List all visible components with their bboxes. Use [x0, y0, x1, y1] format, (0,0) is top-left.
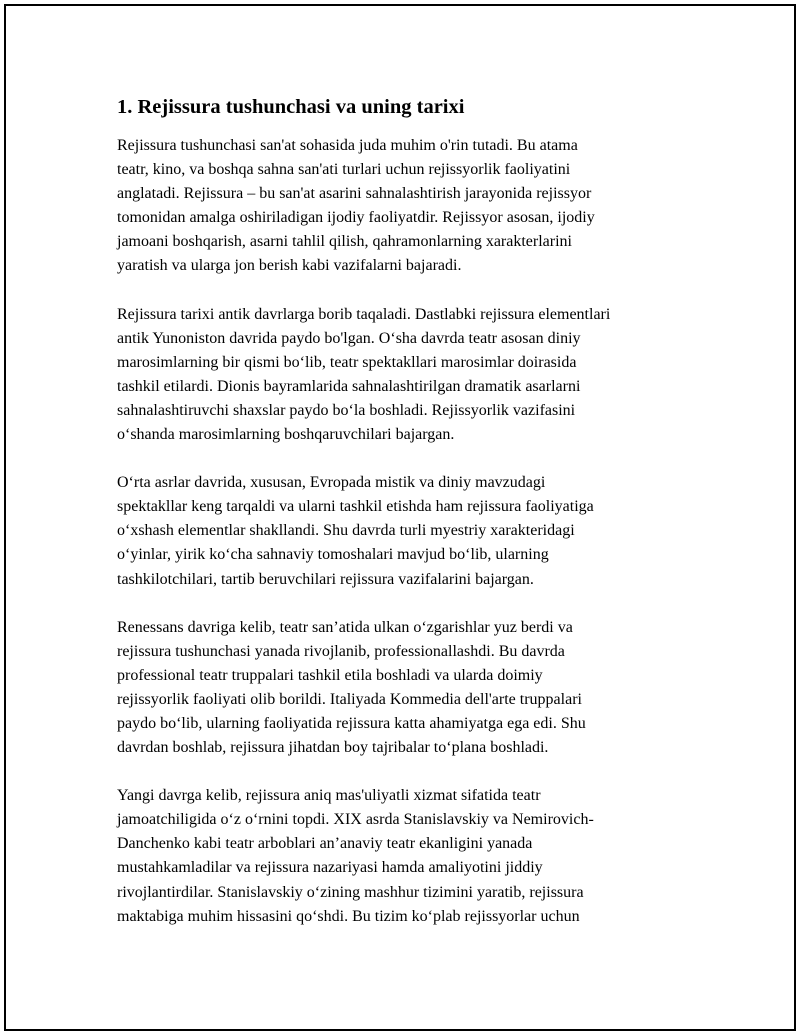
paragraph-4 — [117, 616, 692, 761]
text-line: Rejissura tarixi antik davrlarga borib taqaladi. Dastlabki rejissura elementlari — [117, 305, 611, 323]
text-line: tomonidan amalga oshiriladigan ijodiy faoliyatdir. Rejissyor asosan, ijodiy — [117, 209, 595, 227]
text-line: Yangi davrga kelib, rejissura aniq mas'uliyatli xizmat sifatida teatr — [117, 787, 541, 805]
text-line: Renessans davriga kelib, teatr san’atida ulkan o‘zgarishlar yuz berdi va — [117, 618, 573, 636]
paragraph-1 — [117, 134, 692, 279]
text-line: spektakllar keng tarqaldi va ularni tashkil etishda ham rejissura faoliyatiga — [117, 498, 594, 516]
text-line: mustahkamladilar va rejissura nazariyasi hamda amaliyotini jiddiy — [117, 859, 543, 877]
text-line: antik Yunoniston davrida paydo bo'lgan. O‘sha davrda teatr asosan diniy — [117, 329, 581, 347]
text-line: o‘shanda marosimlarning boshqaruvchilari bajargan. — [117, 426, 455, 444]
paragraph-5 — [117, 784, 692, 929]
text-line: jamoani boshqarish, asarni tahlil qilish, qahramonlarning xarakterlarini — [117, 233, 572, 251]
text-line: rivojlantirdilar. Stanislavskiy o‘zining mashhur tizimini yaratib, rejissura — [117, 883, 584, 901]
text-line: teatr, kino, va boshqa sahna san'ati turlari uchun rejissyorlik faoliyatini — [117, 161, 571, 179]
text-line: o‘xshash elementlar shakllandi. Shu davrda turli myestriy xarakteridagi — [117, 522, 575, 540]
text-line: anglatadi. Rejissura – bu san'at asarini sahnalashtirish jarayonida rejissyor — [117, 185, 592, 203]
text-line: o‘yinlar, yirik ko‘cha sahnaviy tomoshalari mavjud bo‘lib, ularning — [117, 546, 549, 564]
text-line: tashkil etilardi. Dionis bayramlarida sahnalashtirilgan dramatik asarlarni — [117, 377, 581, 395]
text-line: tashkilotchilari, tartib beruvchilari rejissura vazifalarini bajargan. — [117, 570, 534, 588]
paragraph-2 — [117, 303, 692, 448]
text-line: sahnalashtiruvchi shaxslar paydo bo‘la boshladi. Rejissyorlik vazifasini — [117, 401, 576, 419]
text-line: yaratish va ularga jon berish kabi vazifalarni bajaradi. — [117, 257, 462, 275]
text-line: rejissura tushunchasi yanada rivojlanib, professionallashdi. Bu davrda — [117, 642, 565, 660]
text-line: professional teatr truppalari tashkil etila boshladi va ularda doimiy — [117, 666, 543, 684]
text-line: Danchenko kabi teatr arboblari an’anaviy teatr ekanligini yanada — [117, 835, 533, 853]
text-line: rejissyorlik faoliyati olib borildi. Italiyada Kommedia dell'arte truppalari — [117, 690, 582, 708]
document-body — [117, 94, 692, 953]
text-line: marosimlarning bir qismi bo‘lib, teatr spektakllari marosimlar doirasida — [117, 353, 577, 371]
section-heading: 1. Rejissura tushunchasi va uning tarixi — [117, 96, 465, 118]
text-line: O‘rta asrlar davrida, xususan, Evropada mistik va diniy mavzudagi — [117, 474, 546, 492]
text-line: maktabiga muhim hissasini qo‘shdi. Bu tizim ko‘plab rejissyorlar uchun — [117, 907, 580, 925]
text-line: paydo bo‘lib, ularning faoliyatida rejissura katta ahamiyatga ega edi. Shu — [117, 714, 586, 732]
text-line: Rejissura tushunchasi san'at sohasida juda muhim o'rin tutadi. Bu atama — [117, 137, 578, 154]
text-line: jamoatchiligida o‘z o‘rnini topdi. XIX asrda Stanislavskiy va Nemirovich- — [117, 811, 594, 829]
paragraph-3 — [117, 471, 692, 591]
text-line: davrdan boshlab, rejissura jihatdan boy tajribalar to‘plana boshladi. — [117, 739, 549, 757]
